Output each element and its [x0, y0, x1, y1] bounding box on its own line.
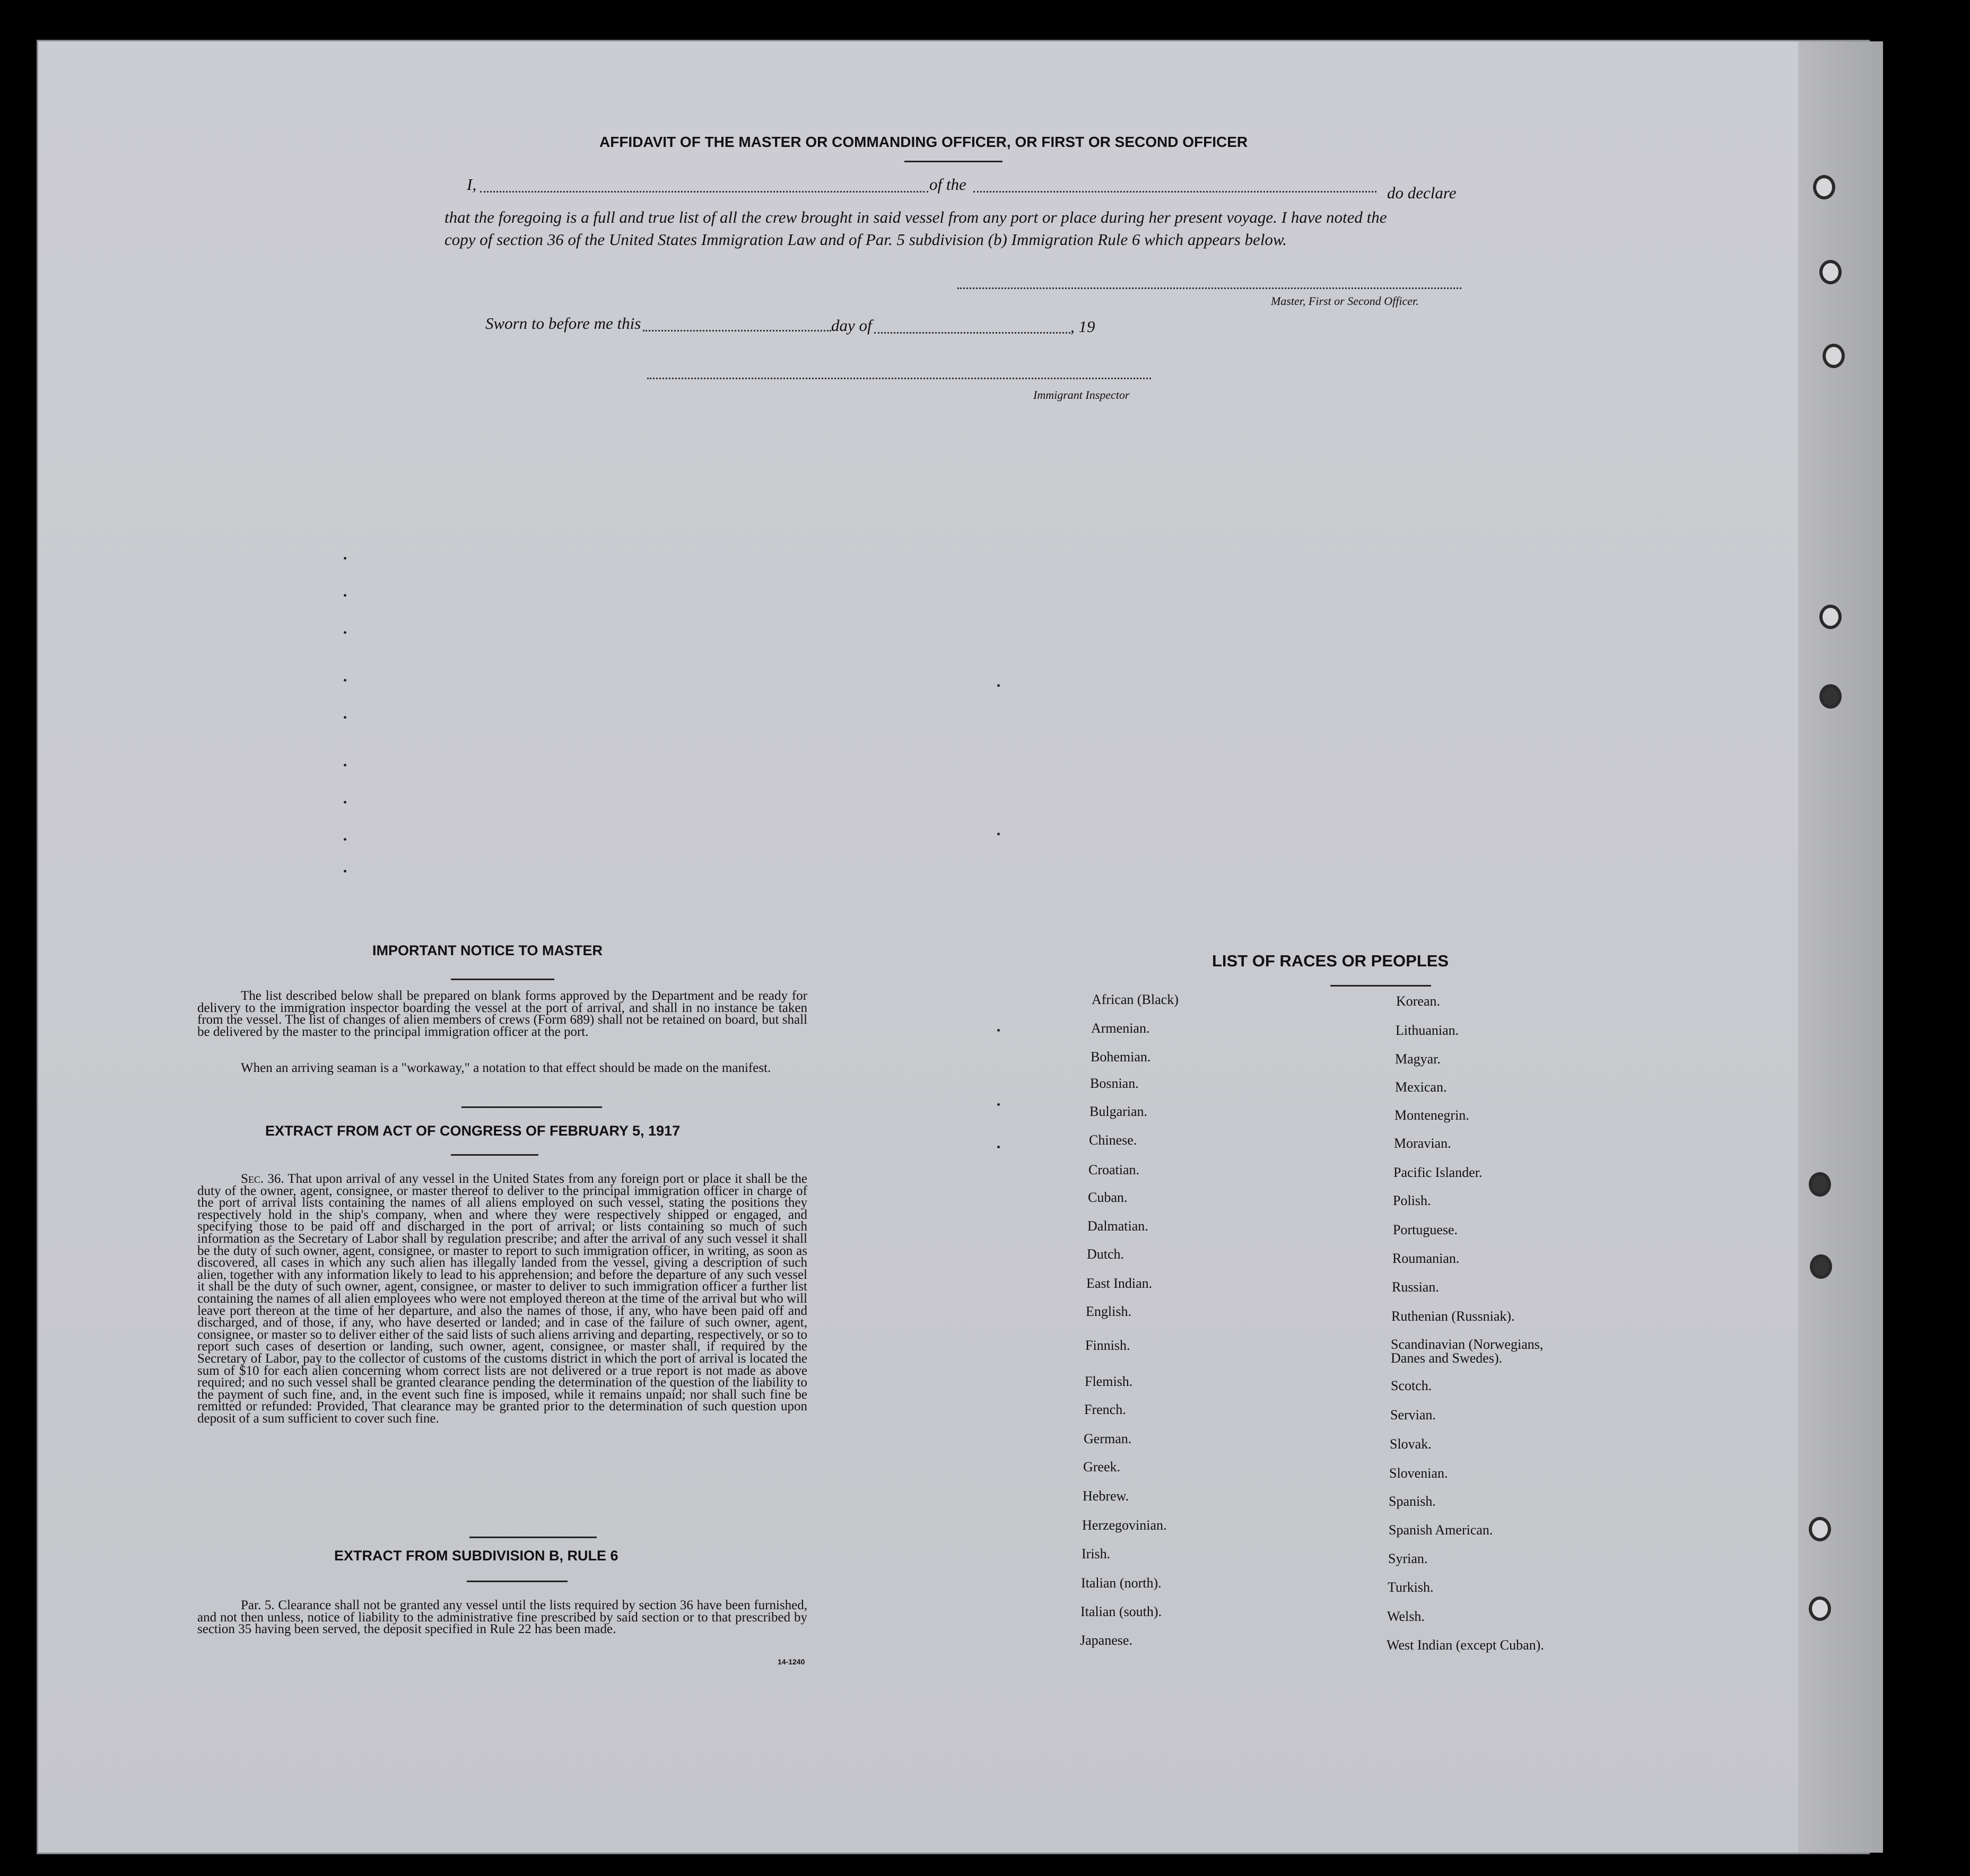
divider — [469, 1537, 597, 1538]
column-tick — [344, 838, 346, 841]
race-item: West Indian (except Cuban). — [1387, 1637, 1544, 1653]
signature-line — [957, 287, 1461, 289]
notice-paragraph-2: When an arriving seaman is a "workaway," a notation to that effect should be made on the manifest. — [241, 1061, 771, 1075]
race-item: Bohemian. — [1091, 1049, 1151, 1064]
race-item: French. — [1084, 1402, 1126, 1417]
race-item: Flemish. — [1085, 1374, 1133, 1389]
signature-label: Master, First or Second Officer. — [1271, 294, 1419, 308]
race-item: Syrian. — [1388, 1551, 1428, 1566]
section-36-text — [197, 1173, 807, 1425]
column-tick — [997, 1029, 1000, 1032]
day-of: day of — [831, 316, 872, 335]
column-tick — [344, 594, 346, 597]
race-item: Irish. — [1082, 1546, 1111, 1561]
affidavit-i: I, — [467, 175, 477, 194]
day-blank — [643, 330, 831, 331]
vessel-blank — [973, 191, 1376, 193]
column-tick — [344, 557, 346, 560]
race-item: Magyar. — [1395, 1051, 1441, 1067]
race-item: Scotch. — [1391, 1378, 1432, 1393]
race-item: Spanish. — [1389, 1494, 1436, 1509]
race-item: Portuguese. — [1393, 1222, 1458, 1237]
race-item: Mexican. — [1395, 1079, 1447, 1095]
column-tick — [997, 1146, 1000, 1148]
section-body: That upon arrival of any vessel in the United States from any foreign port or place it shall be the duty of the owner, agent, consignee, or master thereof to deliver to the principal immigration officer in charge of the port of arrival lists containing the names of all aliens employed on such vessel, stating the positions they respectively hold in the ship's company, when and where they were respectively shipped or engaged, and specifying those to be paid off and discharged in the port of arrival; or lists containing so much of such information as the Secretary of Labor shall by regulation prescribe; and after the arrival of any such vessel it shall be the duty of such owner, agent, consignee, or master to report to such immigration officer, in writing, as soon as discovered, all cases in which any such alien has illegally landed from the vessel, giving a description of such alien, together with any information likely to lead to his apprehension; and before the departure of any such vessel it shall be the duty of such owner, agent, consignee, or master to deliver to such immigration officer a further list containing the names of all alien employees who were not employed thereon at the time of the arrival but who will leave port thereon at the time of her departure, and also the names of those, if any, who have been paid off and discharged, and of those, if any, who have deserted or landed; and in case of the failure of such owner, agent, consignee, or master so to deliver either of the said lists of such aliens arriving and departing, respectively, or so to report such cases of desertion or landing, such owner, agent, consignee, or master shall, if required by the Secretary of Labor, pay to the collector of customs of the customs district in which the port of arrival is located the sum of $10 for each alien concerning whom correct lists are not delivered or a true report is not made as above required; and no such vessel shall be granted clearance pending the determination of the question of the liability to the payment of such fine, and, in the event such fine is imposed, while it remains unpaid; nor shall such fine be remitted or refunded: Provided, That clearance may be granted prior to the determination of such question upon deposit of a sum sufficient to cover such fine. — [197, 1172, 807, 1426]
extract-act-title: EXTRACT FROM ACT OF CONGRESS OF FEBRUARY 5, 1917 — [265, 1123, 681, 1139]
sworn-text: Sworn to before me this — [485, 314, 641, 333]
column-tick — [997, 1103, 1000, 1106]
column-tick — [344, 716, 346, 719]
form-number: 14-1240 — [778, 1657, 805, 1666]
race-item: Roumanian. — [1392, 1251, 1460, 1266]
punch-hole — [1823, 344, 1845, 368]
races-title: LIST OF RACES OR PEOPLES — [1212, 952, 1449, 970]
inspector-signature-line — [647, 378, 1151, 379]
race-item: Moravian. — [1394, 1136, 1451, 1151]
race-item: Polish. — [1393, 1193, 1431, 1208]
punch-hole — [1819, 684, 1842, 709]
race-item: Cuban. — [1088, 1190, 1128, 1205]
divider — [451, 1154, 538, 1156]
punch-hole — [1809, 1172, 1831, 1197]
document-page — [38, 41, 1868, 1853]
race-item: English. — [1086, 1304, 1131, 1319]
column-tick — [344, 679, 346, 682]
race-item: Bosnian. — [1090, 1076, 1139, 1091]
affidavit-title: AFFIDAVIT OF THE MASTER OR COMMANDING OFFICER, OR FIRST OR SECOND OFFICER — [599, 134, 1248, 150]
race-item: Armenian. — [1091, 1020, 1150, 1036]
section-label: Sec. 36. — [241, 1172, 284, 1186]
race-item: Korean. — [1396, 993, 1441, 1009]
punch-hole — [1810, 1254, 1832, 1279]
column-tick — [344, 764, 346, 766]
race-item: Japanese. — [1080, 1633, 1132, 1648]
race-item: Lithuanian. — [1396, 1023, 1459, 1038]
notice-title: IMPORTANT NOTICE TO MASTER — [372, 943, 603, 958]
extract-rule-title: EXTRACT FROM SUBDIVISION B, RULE 6 — [334, 1548, 618, 1564]
race-item: Ruthenian (Russniak). — [1391, 1308, 1515, 1324]
race-item: Greek. — [1083, 1459, 1121, 1474]
punch-hole — [1819, 260, 1842, 284]
column-tick — [997, 684, 1000, 687]
page-edge-strip — [1798, 41, 1883, 1853]
race-item: Croatian. — [1088, 1162, 1140, 1177]
race-item: Slovak. — [1390, 1436, 1432, 1452]
race-item: Scandinavian (Norwegians, Danes and Swedes). — [1391, 1337, 1544, 1366]
race-item: Russian. — [1392, 1279, 1439, 1295]
affidavit-of-the: of the — [929, 175, 966, 194]
race-item: Dalmatian. — [1087, 1218, 1148, 1234]
affidavit-line2: that the foregoing is a full and true list of all the crew brought in said vessel from any port or place during her present voyage. I have noted the — [444, 208, 1387, 226]
race-item: African (Black) — [1092, 992, 1179, 1007]
race-item: Chinese. — [1089, 1132, 1137, 1148]
race-item: Welsh. — [1387, 1609, 1425, 1624]
column-tick — [344, 870, 346, 872]
race-item: Montenegrin. — [1394, 1107, 1469, 1123]
divider — [904, 161, 1003, 162]
month-blank — [874, 332, 1070, 334]
divider — [467, 1581, 568, 1582]
race-item: Turkish. — [1388, 1580, 1434, 1595]
race-item: Hebrew. — [1083, 1488, 1129, 1504]
race-item: Herzegovinian. — [1082, 1517, 1167, 1533]
race-item: Finnish. — [1085, 1338, 1130, 1353]
race-item: Pacific Islander. — [1393, 1165, 1483, 1180]
race-item: German. — [1084, 1431, 1132, 1446]
punch-hole — [1813, 175, 1835, 199]
race-item: Slovenian. — [1389, 1465, 1448, 1481]
punch-hole — [1819, 605, 1842, 629]
race-item: Italian (north). — [1081, 1575, 1162, 1591]
race-item: Italian (south). — [1080, 1604, 1162, 1619]
punch-hole — [1809, 1517, 1831, 1541]
name-blank — [480, 191, 928, 193]
race-item: East Indian. — [1086, 1276, 1153, 1291]
punch-hole — [1809, 1596, 1831, 1621]
column-tick — [344, 631, 346, 634]
divider — [451, 979, 554, 980]
race-item: Dutch. — [1087, 1246, 1125, 1262]
race-item: Bulgarian. — [1089, 1104, 1148, 1119]
divider — [461, 1106, 602, 1108]
inspector-label: Immigrant Inspector — [1033, 388, 1130, 402]
column-tick — [997, 833, 1000, 835]
affidavit-declare: do declare — [1387, 184, 1457, 202]
year-prefix: , 19 — [1070, 317, 1095, 336]
affidavit-line3: copy of section 36 of the United States Immigration Law and of Par. 5 subdivision (b) Immigration Rule 6 which appears below. — [444, 230, 1287, 249]
notice-paragraph-1: The list described below shall be prepared on blank forms approved by the Department and be ready for delivery to the immigration inspector boarding the vessel at the port of arrival, and shall in no instance be taken from the vessel. The list of changes of alien members of crews (Form 689) shall not be retained on board, but shall be delivered by the master to the principal immigration officer at the port. — [197, 989, 807, 1039]
race-item: Spanish American. — [1389, 1522, 1493, 1538]
column-tick — [344, 801, 346, 804]
rule-6-text: Par. 5. Clearance shall not be granted any vessel until the lists required by section 36 have been furnished, and not then unless, notice of liability to the administrative fine prescribed by said section or to that prescribed by section 35 having been served, the deposit specified in Rule 22 has been made. — [197, 1598, 807, 1637]
race-item: Servian. — [1390, 1407, 1436, 1423]
divider — [1330, 985, 1431, 987]
